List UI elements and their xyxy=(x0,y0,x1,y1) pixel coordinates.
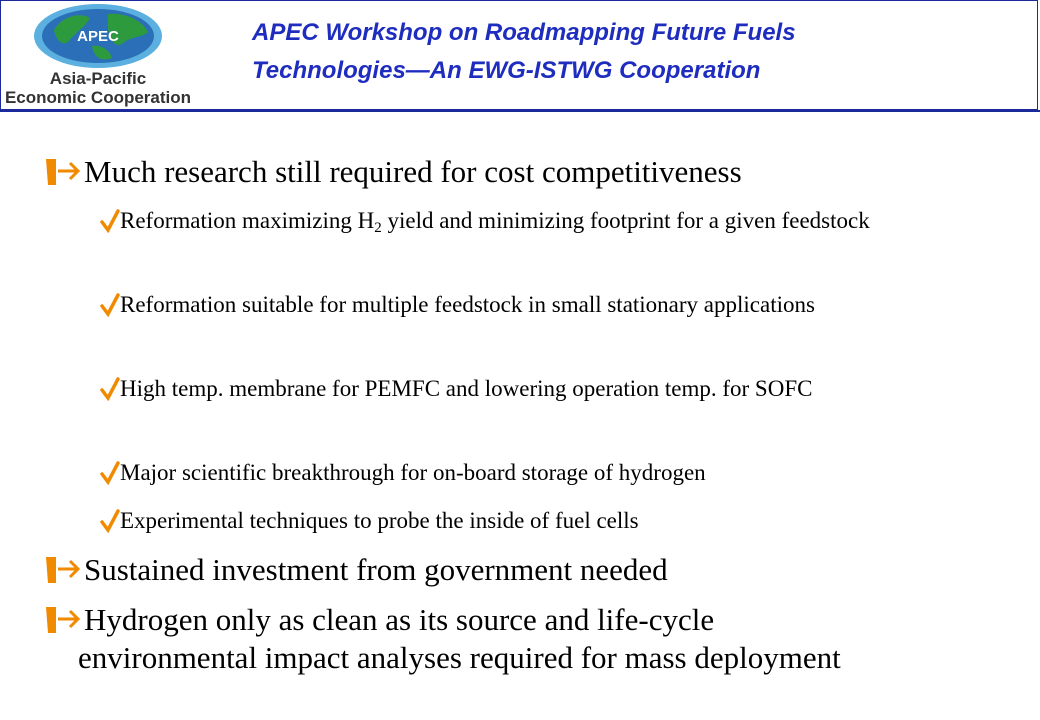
bullet-investment xyxy=(44,551,1014,589)
sub-bullet-reformation-feedstock xyxy=(100,289,1000,321)
slide-title xyxy=(252,14,1012,90)
orange-arrow-bullet-icon xyxy=(44,157,80,187)
orange-arrow-bullet-icon xyxy=(44,605,80,635)
sub-bullet-techniques xyxy=(100,505,1000,537)
globe-logo-icon xyxy=(2,2,194,108)
bullet-text-line-1: Hydrogen only as clean as its source and life-cycle xyxy=(84,602,715,637)
checkmark-icon xyxy=(100,293,120,317)
bullet-research xyxy=(44,153,1014,191)
bullet-text-line-2: environmental impact analyses required for mass deployment xyxy=(78,640,841,675)
bullet-hydrogen-clean xyxy=(44,601,1014,677)
bullet-text: Sustained investment from government needed xyxy=(84,552,668,587)
bullet-text: Much research still required for cost competitiveness xyxy=(84,154,742,189)
sub-bullet-membrane xyxy=(100,373,1000,405)
sub-bullet-text: High temp. membrane for PEMFC and lowering operation temp. for SOFC xyxy=(120,376,813,401)
orange-arrow-bullet-icon xyxy=(44,555,80,585)
checkmark-icon xyxy=(100,461,120,485)
sub-bullet-storage xyxy=(100,457,1000,489)
title-line-1: APEC Workshop on Roadmapping Future Fuels xyxy=(252,19,796,46)
sub-bullet-text: Experimental techniques to probe the inside of fuel cells xyxy=(120,508,639,533)
sub-bullet-reformation-yield xyxy=(100,205,1000,237)
svg-text:Economic Cooperation: Economic Cooperation xyxy=(4,88,192,107)
checkmark-icon xyxy=(100,377,120,401)
svg-text:Asia-Pacific: Asia-Pacific xyxy=(49,69,147,88)
apec-logo xyxy=(2,2,194,108)
checkmark-icon xyxy=(100,209,120,233)
sub-bullet-text: Major scientific breakthrough for on-board storage of hydrogen xyxy=(120,460,706,485)
sub-bullet-text: Reformation maximizing $H_2$ yield and minimizing footprint for a given feedstock xyxy=(120,208,870,236)
sub-bullet-text: Reformation suitable for multiple feedstock in small stationary applications xyxy=(120,292,815,317)
checkmark-icon xyxy=(100,509,120,533)
svg-text:APEC: APEC xyxy=(77,28,119,45)
title-line-2: Technologies—An EWG-ISTWG Cooperation xyxy=(252,57,761,84)
header-rule xyxy=(0,110,1040,112)
